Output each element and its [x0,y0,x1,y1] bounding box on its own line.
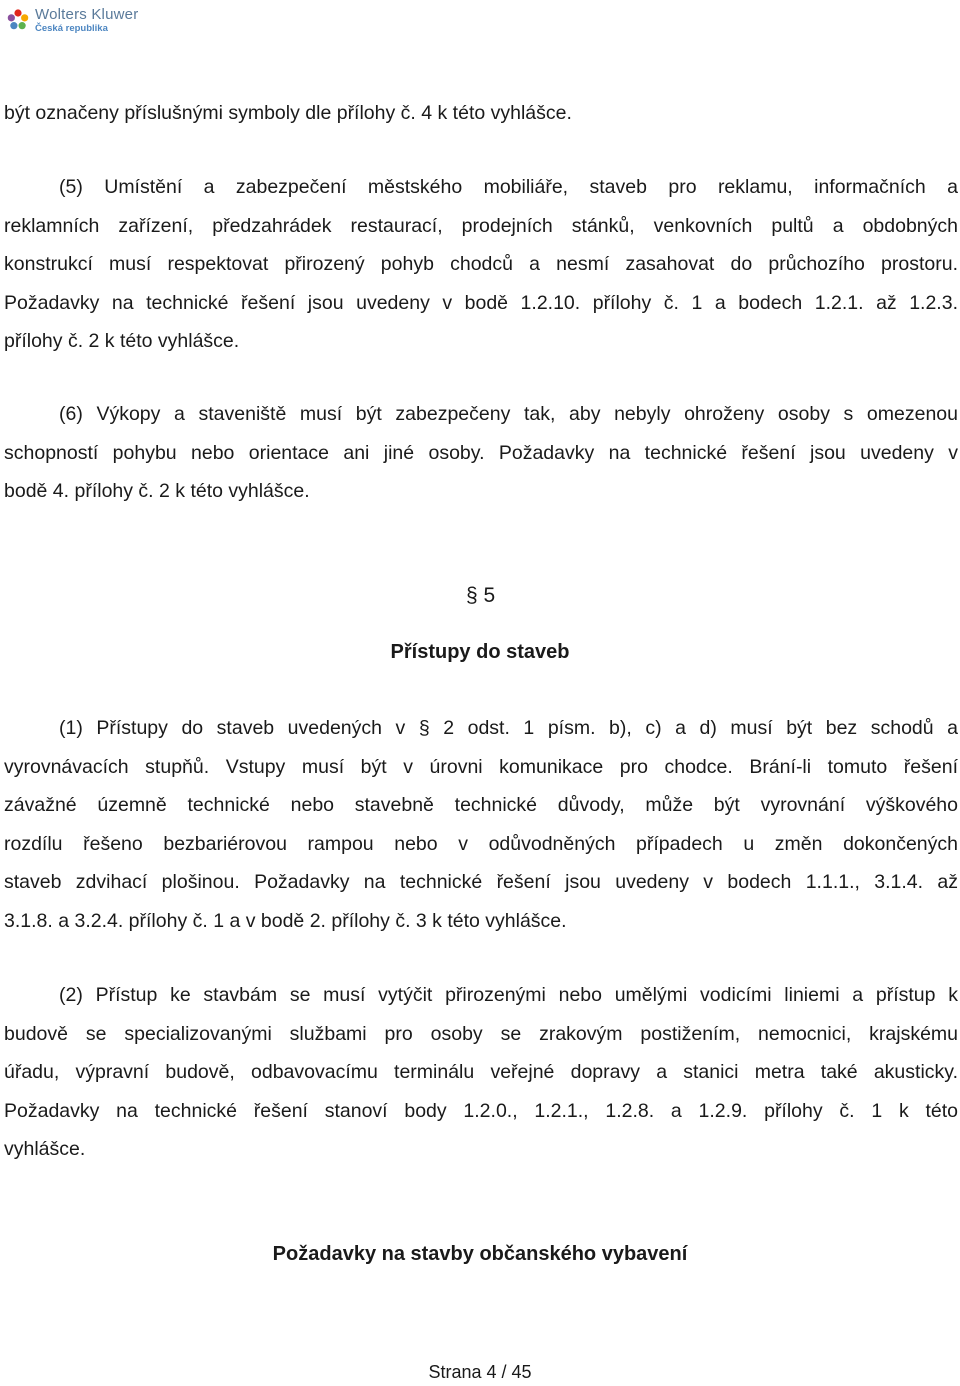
logo-dot [14,9,21,16]
section-title: Přístupy do staveb [390,641,570,663]
section-number: § 5 [466,584,496,607]
text-line: rozdílu řešeno bezbariérovou rampou nebo v odůvodněných případech u změn dokončených [4,832,958,855]
logo-dot [19,22,26,29]
chapter-heading: Požadavky na stavby občanského vybavení [272,1243,688,1265]
text-line: úřadu, výpravní budově, odbavovacímu terminálu veřejné dopravy a stanici metra také akusticky. [4,1061,958,1084]
text-line: závažné územně technické nebo stavebně technické důvody, může být vyrovnání výškového [4,794,958,817]
logo-name: Wolters Kluwer [35,5,139,23]
text-line: (5) Umístění a zabezpečení městského mobiliáře, staveb pro reklamu, informačních a [59,176,958,198]
text-line: reklamních zařízení, předzahrádek restaurací, prodejních stánků, venkovních pultů a obdobných [4,214,958,237]
text-line: budově se specializovanými službami pro osoby se zrakovým postižením, nemocnici, krajskému [4,1022,958,1045]
logo-dot [10,22,17,29]
text-line: (2) Přístup ke stavbám se musí vytýčit přirozenými nebo umělými vodicími liniemi a přístup k [59,984,958,1006]
text-line: (1) Přístupy do staveb uvedených v § 2 odst. 1 písm. b), c) a d) musí být bez schodů a [59,717,958,739]
text-line: být označeny příslušnými symboly dle přílohy č. 4 k této vyhlášce. [4,102,572,124]
text-line: Požadavky na technické řešení stanoví body 1.2.0., 1.2.1., 1.2.8. a 1.2.9. přílohy č. 1 k této [4,1099,958,1122]
wolters-kluwer-logo-icon [6,8,30,32]
text-line: schopností pohybu nebo orientace ani jiné osoby. Požadavky na technické řešení jsou uvedeny v [4,441,958,464]
text-line: 3.1.8. a 3.2.4. přílohy č. 1 a v bodě 2. přílohy č. 3 k této vyhlášce. [4,909,567,932]
paragraph-continuation [4,94,958,133]
text-line: přílohy č. 2 k této vyhlášce. [4,330,240,353]
text-line: konstrukcí musí respektovat přirozený pohyb chodců a nesmí zasahovat do průchozího prostoru. [4,253,958,276]
logo-dot [21,14,28,21]
paragraph-5 [4,168,958,361]
page-number: Strana 4 / 45 [428,1362,532,1382]
logo-subtitle: Česká republika [35,22,108,34]
logo-dot [8,14,15,21]
text-line: Požadavky na technické řešení jsou uvedeny v bodě 1.2.10. přílohy č. 1 a bodech 1.2.1. až 1.2.3. [4,291,958,314]
section-paragraph-2 [4,976,958,1169]
text-line: bodě 4. přílohy č. 2 k této vyhlášce. [4,480,310,503]
text-line: vyrovnávacích stupňů. Vstupy musí být v úrovni komunikace pro chodce. Brání-li tomuto řešení [4,755,958,778]
publisher-logo [6,4,138,36]
text-line: staveb zdvihací plošinou. Požadavky na technické řešení jsou uvedeny v bodech 1.1.1., 3.1.4. až [4,871,958,894]
paragraph-6 [4,395,958,511]
text-line: vyhlášce. [4,1138,86,1161]
text-line: (6) Výkopy a staveniště musí být zabezpečeny tak, aby nebyly ohroženy osoby s omezenou [59,403,958,425]
section-paragraph-1 [4,709,958,941]
